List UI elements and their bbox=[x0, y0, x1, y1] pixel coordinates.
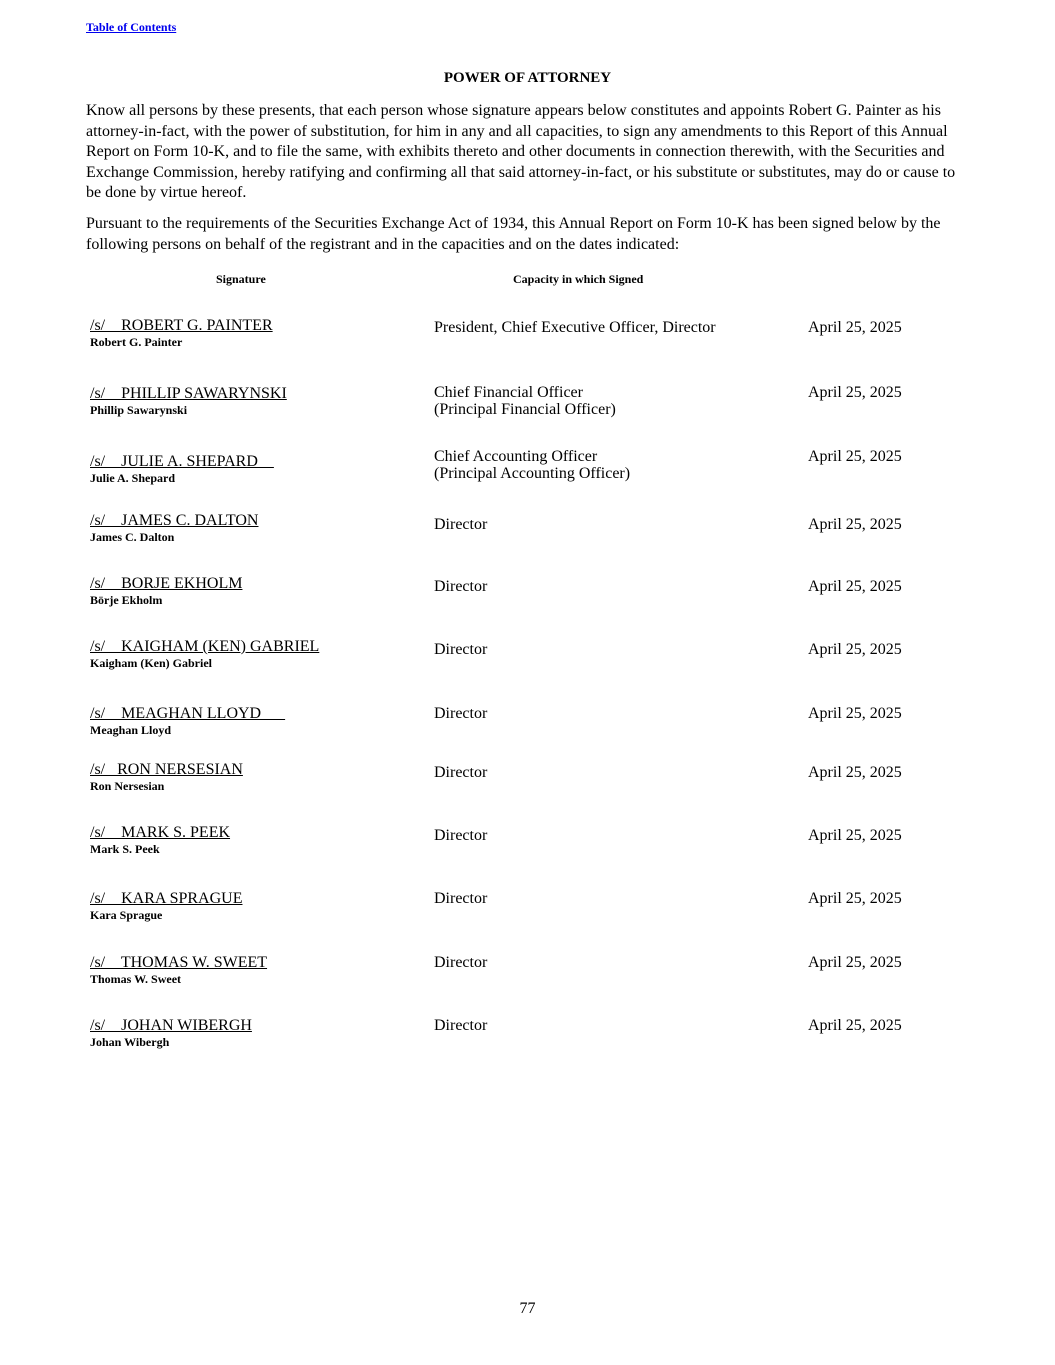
signature-row bbox=[0, 512, 1055, 572]
capacity: Chief Financial Officer (Principal Financial Officer) bbox=[434, 384, 616, 418]
signature-row bbox=[0, 954, 1055, 1014]
printed-name: James C. Dalton bbox=[90, 530, 175, 544]
page-title: POWER OF ATTORNEY bbox=[443, 70, 612, 86]
date: April 25, 2025 bbox=[808, 764, 902, 781]
table-of-contents-link[interactable]: Table of Contents bbox=[86, 20, 177, 34]
signature-line: /s/ THOMAS W. SWEET bbox=[90, 954, 268, 971]
date: April 25, 2025 bbox=[808, 384, 902, 401]
signature-line: /s/ KAIGHAM (KEN) GABRIEL bbox=[90, 638, 320, 655]
page-number: 77 bbox=[519, 1300, 536, 1317]
signature-row bbox=[0, 317, 1055, 377]
signature-line: /s/ PHILLIP SAWARYNSKI bbox=[90, 385, 287, 402]
capacity: Director bbox=[434, 705, 488, 722]
signature-column-header: Signature bbox=[216, 272, 266, 286]
printed-name: Kara Sprague bbox=[90, 908, 163, 922]
pursuant-paragraph: Pursuant to the requirements of the Securities Exchange Act of 1934, this Annual Report on Form 10-K has been signed below by the following persons on behalf of the registrant and in the capacities and on the dates indicated: bbox=[86, 215, 941, 253]
signature-row bbox=[0, 705, 1055, 765]
signature-line: /s/ KARA SPRAGUE bbox=[90, 890, 243, 907]
capacity: Director bbox=[434, 827, 488, 844]
printed-name: Meaghan Lloyd bbox=[90, 723, 172, 737]
capacity: Director bbox=[434, 764, 488, 781]
signature-row bbox=[0, 575, 1055, 635]
printed-name: Kaigham (Ken) Gabriel bbox=[90, 656, 212, 670]
capacity: Director bbox=[434, 1017, 488, 1034]
capacity: Director bbox=[434, 578, 488, 595]
printed-name: Thomas W. Sweet bbox=[90, 972, 182, 986]
appointment-paragraph: Know all persons by these presents, that each person whose signature appears below constitutes and appoints Robert G. Painter as his attorney-in-fact, with the power of substitution, for him in any and all capacities, to sign any amendments to this Report of this Annual Report on Form 10-K, and to file the same, with exhibits thereto and other documents in connection therewith, with the Securities and Exchange Commission, hereby ratifying and confirming all that said attorney-in-fact, or his substitute or substitutes, may do or cause to be done by virtue hereof. bbox=[86, 102, 956, 202]
date: April 25, 2025 bbox=[808, 827, 902, 844]
signature-row bbox=[0, 385, 1055, 445]
signature-line: /s/ MARK S. PEEK bbox=[90, 824, 231, 841]
printed-name: Phillip Sawarynski bbox=[90, 403, 188, 417]
date: April 25, 2025 bbox=[808, 641, 902, 658]
date: April 25, 2025 bbox=[808, 1017, 902, 1034]
capacity: Chief Accounting Officer (Principal Accounting Officer) bbox=[434, 448, 631, 482]
signature-line: /s/ JAMES C. DALTON bbox=[90, 512, 259, 529]
date: April 25, 2025 bbox=[808, 319, 902, 336]
printed-name: Johan Wibergh bbox=[90, 1035, 170, 1049]
printed-name: Mark S. Peek bbox=[90, 842, 160, 856]
signature-row bbox=[0, 638, 1055, 698]
signature-line: /s/ JOHAN WIBERGH bbox=[90, 1017, 252, 1034]
date: April 25, 2025 bbox=[808, 890, 902, 907]
signature-line: /s/ RON NERSESIAN bbox=[90, 761, 243, 778]
capacity-column-header: Capacity in which Signed bbox=[513, 272, 644, 286]
date: April 25, 2025 bbox=[808, 578, 902, 595]
signature-row bbox=[0, 761, 1055, 821]
capacity: Director bbox=[434, 890, 488, 907]
signature-line: /s/ JULIE A. SHEPARD bbox=[90, 453, 274, 470]
printed-name: Börje Ekholm bbox=[90, 593, 163, 607]
capacity: Director bbox=[434, 641, 488, 658]
printed-name: Robert G. Painter bbox=[90, 335, 183, 349]
signature-row bbox=[0, 1017, 1055, 1077]
capacity: Director bbox=[434, 516, 488, 533]
signature-line: /s/ ROBERT G. PAINTER bbox=[90, 317, 273, 334]
date: April 25, 2025 bbox=[808, 448, 902, 465]
date: April 25, 2025 bbox=[808, 516, 902, 533]
capacity: President, Chief Executive Officer, Director bbox=[434, 319, 716, 336]
signature-row bbox=[0, 448, 1055, 513]
capacity: Director bbox=[434, 954, 488, 971]
printed-name: Ron Nersesian bbox=[90, 779, 165, 793]
date: April 25, 2025 bbox=[808, 954, 902, 971]
signature-row bbox=[0, 890, 1055, 950]
signature-row bbox=[0, 824, 1055, 884]
date: April 25, 2025 bbox=[808, 705, 902, 722]
printed-name: Julie A. Shepard bbox=[90, 471, 176, 485]
signature-line: /s/ BORJE EKHOLM bbox=[90, 575, 243, 592]
signature-line: /s/ MEAGHAN LLOYD bbox=[90, 705, 286, 722]
